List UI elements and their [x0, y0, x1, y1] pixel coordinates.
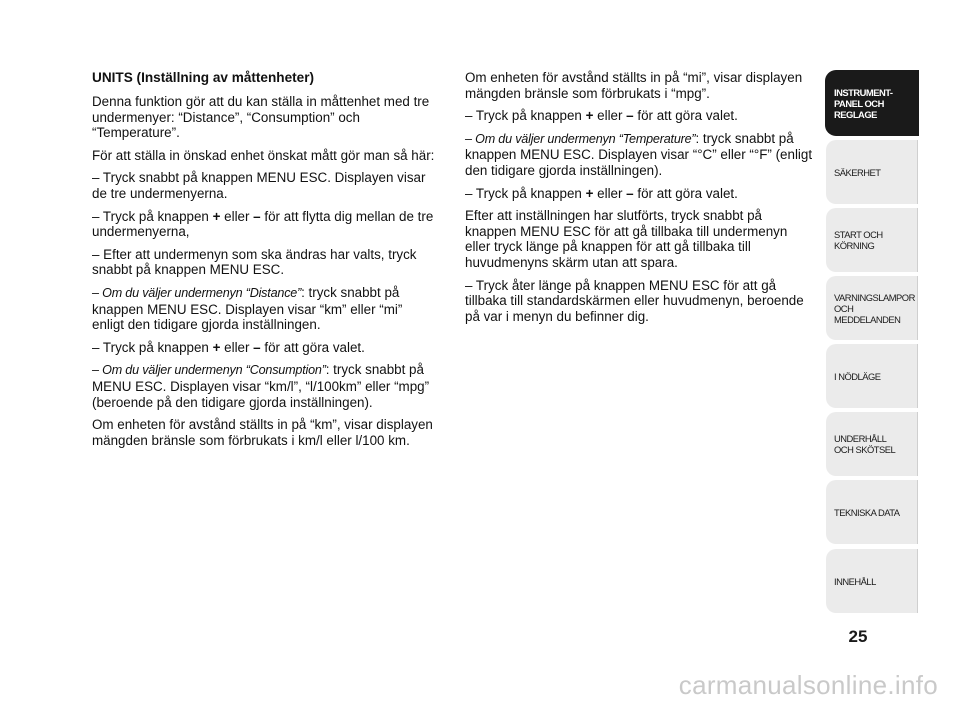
plus-symbol: + [585, 108, 594, 124]
left-column [92, 70, 438, 455]
tab-label: INNEHÅLL [834, 575, 876, 587]
paragraph: Om enheten för avstånd ställts in på “mi”, visar displayen mängden bränsle som förbrukats i “mpg”. [465, 70, 803, 101]
tab-sakerhet[interactable] [826, 140, 918, 204]
tab-i-nodlage[interactable] [826, 344, 918, 408]
page-number: 25 [848, 627, 868, 646]
text: : tryck snabbt på knappen MENU ESC. Displayen visar “km” eller “mi” enligt den tidigare gjorda inställningen. [92, 284, 403, 333]
tab-label: TEKNISKA DATA [834, 506, 900, 518]
text: för att flytta dig mellan de tre undermenyerna, [92, 208, 434, 240]
tab-edge [917, 208, 918, 272]
text: : tryck snabbt på knappen MENU ESC. Displayen visar “°C” eller “°F” (enligt den tidigare gjorda inställningen). [465, 130, 813, 178]
paragraph: För att ställa in önskad enhet önskat mått gör man så här: [92, 147, 435, 163]
minus-symbol: – [253, 339, 261, 355]
tab-label: VARNINGSLAMPOR OCH MEDDELANDEN [834, 291, 915, 325]
paragraph [465, 108, 815, 124]
paragraph: Denna funktion gör att du kan ställa in måttenhet med tre undermenyer: “Distance”, “Consumption” och “Temperature”. [92, 94, 430, 141]
paragraph [465, 131, 815, 179]
text: för att göra valet. [260, 339, 365, 355]
watermark: carmanualsonline.info [678, 670, 938, 700]
tab-edge [917, 549, 918, 613]
italic-text: – Om du väljer undermenyn “Consumption” [92, 363, 326, 378]
paragraph [92, 285, 438, 333]
paragraph [465, 186, 815, 202]
tab-edge [917, 480, 918, 544]
paragraph: – Tryck åter länge på knappen MENU ESC för att gå tillbaka till standardskärmen eller huvudmenyn, beroende på var i menyn du befinner dig. [465, 277, 804, 324]
tab-edge [917, 344, 918, 408]
tab-start-och-korning[interactable] [826, 208, 918, 272]
text: eller [220, 208, 254, 224]
tab-edge [917, 412, 918, 476]
text: eller [593, 185, 627, 201]
paragraph [92, 340, 438, 356]
right-column [465, 70, 815, 331]
tab-label: UNDERHÅLL OCH SKÖTSEL [834, 433, 896, 455]
text: – Tryck på knappen [465, 185, 586, 201]
tab-edge [917, 276, 918, 340]
text: – Tryck på knappen [92, 339, 213, 355]
tab-underhall[interactable] [826, 412, 918, 476]
minus-symbol: – [253, 208, 261, 224]
text: : tryck snabbt på MENU ESC. Displayen visar “km/l”, “l/100km” eller “mpg” (beroende på den tidigare gjorda inställningen). [92, 362, 430, 410]
paragraph: – Tryck snabbt på knappen MENU ESC. Displayen visar de tre undermenyerna. [92, 170, 426, 201]
plus-symbol: + [585, 185, 594, 201]
italic-text: – Om du väljer undermenyn “Distance” [92, 285, 302, 300]
paragraph: – Efter att undermenyn som ska ändras har valts, tryck snabbt på knappen MENU ESC. [92, 246, 417, 278]
plus-symbol: + [212, 339, 221, 355]
tab-tekniska-data[interactable] [826, 480, 918, 544]
text: för att göra valet. [633, 185, 738, 201]
paragraph [92, 209, 438, 240]
text: för att göra valet. [633, 108, 738, 124]
chapter-sidebar [826, 71, 918, 617]
tab-label: START OCH KÖRNING [834, 229, 883, 251]
paragraph [92, 362, 438, 410]
section-heading: UNITS (Inställning av måttenheter) [92, 70, 315, 85]
tab-label: I NÖDLÄGE [834, 370, 881, 382]
minus-symbol: – [626, 108, 634, 124]
text: eller [593, 108, 627, 124]
paragraph: Om enheten för avstånd ställts in på “km”, visar displayen mängden bränsle som förbrukats i km/l eller l/100 km. [92, 417, 433, 448]
plus-symbol: + [212, 208, 221, 224]
tab-innehall[interactable] [826, 549, 918, 613]
italic-text: – Om du väljer undermenyn “Temperature” [465, 131, 696, 146]
tab-label: INSTRUMENT- PANEL OCH REGLAGE [834, 86, 893, 120]
text: eller [220, 339, 254, 355]
text: – Tryck på knappen [465, 108, 586, 124]
paragraph: Efter att inställningen har slutförts, tryck snabbt på knappen MENU ESC för att gå tillbaka till undermenyn eller tryck länge på knappen för att gå tillbaka till huvudmenyns skärm utan att spara. [465, 208, 788, 270]
minus-symbol: – [626, 185, 634, 201]
tab-instrumentpanel[interactable] [826, 71, 918, 135]
text: – Tryck på knappen [92, 208, 213, 224]
tab-label: SÄKERHET [834, 166, 881, 178]
tab-varningslampor[interactable] [826, 276, 918, 340]
tab-edge [917, 140, 918, 204]
